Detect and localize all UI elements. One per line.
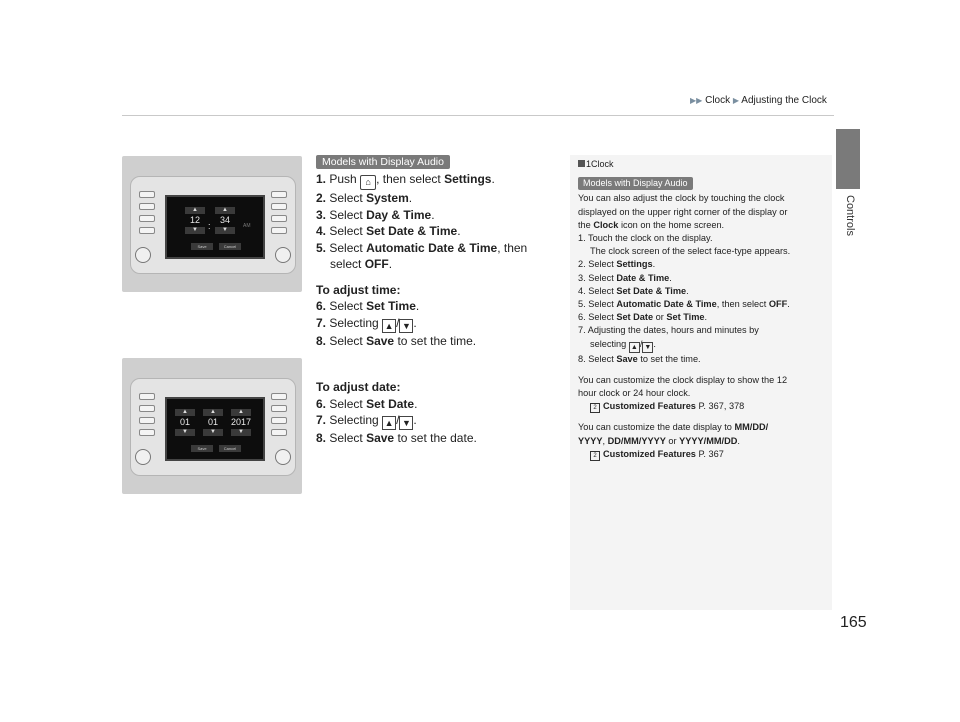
step-text: , then select (376, 172, 441, 186)
step-keyword: Set Date & Time (366, 224, 458, 238)
notes-step (578, 272, 828, 285)
notes-text: 3. Select (578, 272, 614, 283)
unit-button (271, 227, 287, 234)
step-text: . (413, 315, 417, 330)
time-adjust-figure (122, 156, 302, 292)
up-arrow-icon[interactable]: ▲ (203, 409, 223, 416)
step-5 (316, 240, 556, 257)
notes-keyword: Date & Time (616, 272, 670, 283)
step-2 (316, 190, 556, 207)
step-keyword: Automatic Date & Time (366, 240, 498, 255)
step-text: , then (497, 240, 528, 255)
volume-knob (135, 247, 151, 263)
step-number: 6. (316, 396, 327, 411)
notes-text: or (655, 312, 664, 323)
breadcrumb-arrow-icon: ▶ (732, 96, 740, 105)
notes-keyword: Set Time (666, 312, 705, 323)
step-number: 2. (316, 191, 327, 205)
unit-button (139, 203, 155, 210)
cancel-button[interactable]: Cancel (219, 243, 241, 250)
step-number: 1. (316, 172, 327, 186)
step-keyword: Save (366, 333, 395, 348)
note-marker-icon (578, 160, 585, 167)
unit-button (271, 417, 287, 424)
arrow-separator: / (396, 413, 400, 427)
down-arrow-icon: ▼ (399, 416, 413, 430)
notes-line (578, 435, 828, 448)
notes-step (578, 353, 828, 366)
step-keyword: OFF (364, 257, 389, 271)
step-1 (316, 171, 556, 190)
arrow-separator: / (396, 315, 400, 330)
cross-reference-icon: 2 (590, 451, 600, 461)
notes-keyword: OFF (768, 299, 788, 310)
ampm-label: AM (243, 223, 251, 229)
notes-substep (578, 338, 828, 353)
audio-unit (130, 176, 296, 274)
step-text: to set the date. (397, 431, 477, 445)
step-text: Selecting (329, 413, 379, 427)
date-adjust-figure (122, 358, 302, 494)
volume-knob (135, 449, 151, 465)
notes-step (578, 258, 828, 271)
xref-pages: P. 367 (698, 448, 724, 459)
notes-step: 7. Adjusting the dates, hours and minutes by (578, 325, 759, 336)
hour-value: 12 (189, 215, 200, 225)
step-text: . (431, 207, 435, 222)
step-text: Select (329, 240, 363, 255)
time-step-8 (316, 333, 556, 350)
unit-button (271, 393, 287, 400)
year-spinner (231, 409, 251, 436)
cross-reference-icon: 2 (590, 403, 600, 413)
up-arrow-icon: ▲ (382, 416, 396, 430)
up-arrow-icon[interactable]: ▲ (215, 207, 235, 214)
step-keyword: Set Time (366, 299, 416, 313)
notes-keyword: Settings (616, 259, 653, 270)
notes-text: You can customize the date display to (578, 422, 732, 433)
notes-text: You can also adjust the clock by touching the clock (578, 193, 785, 204)
notes-step (578, 285, 828, 298)
chapter-label-text: Controls (844, 195, 856, 236)
notes-keyword: Set Date & Time (616, 285, 687, 296)
breadcrumb-arrow-icon: ▶▶ (690, 96, 703, 105)
notes-text: . (737, 435, 740, 446)
down-arrow-icon[interactable]: ▼ (203, 429, 223, 436)
notes-text: selecting (590, 338, 627, 349)
notes-keyword: Set Date (616, 312, 654, 323)
page-number: 165 (840, 614, 867, 631)
model-badge: Models with Display Audio (316, 155, 450, 169)
unit-button (139, 393, 155, 400)
step-text: . (415, 299, 420, 313)
notes-text: icon on the home screen. (620, 219, 725, 230)
section-heading-text: To adjust time: (316, 282, 401, 297)
notes-substep: The clock screen of the select face-type appears. (590, 246, 791, 257)
unit-button (271, 215, 287, 222)
cross-reference-link[interactable] (578, 448, 828, 461)
step-number: 4. (316, 224, 327, 238)
step-keyword: Save (366, 431, 395, 445)
down-arrow-icon[interactable]: ▼ (175, 429, 195, 436)
step-number: 8. (316, 333, 327, 348)
notes-keyword: DD/MM/YYYY (607, 435, 666, 446)
step-text: Selecting (329, 315, 379, 330)
step-keyword: Set Date (366, 396, 415, 411)
unit-button (271, 203, 287, 210)
notes-text: . (652, 259, 656, 270)
xref-pages: P. 367, 378 (698, 401, 745, 412)
minute-value: 34 (219, 215, 230, 225)
unit-button (139, 227, 155, 234)
cross-reference-link[interactable] (578, 400, 828, 413)
time-colon: : (208, 221, 211, 231)
notes-step (578, 298, 828, 311)
notes-text: the (578, 219, 591, 230)
step-keyword: System (366, 191, 409, 205)
down-arrow-icon: ▼ (399, 319, 413, 333)
notes-text: You can customize the clock display to show the 12 (578, 374, 788, 385)
notes-text: hour clock or 24 hour clock. (578, 388, 691, 399)
notes-text: . (669, 272, 672, 283)
notes-keyword: Automatic Date & Time (616, 299, 717, 310)
display-screen (165, 195, 265, 259)
step-text: select (330, 257, 362, 271)
day-value: 01 (207, 417, 218, 427)
audio-unit (130, 378, 296, 476)
step-text: Select (329, 224, 363, 238)
unit-button (271, 429, 287, 436)
notes-text: displayed on the upper right corner of the display or (578, 206, 788, 217)
step-text: . (388, 257, 393, 271)
chapter-label (842, 195, 858, 275)
up-arrow-icon[interactable]: ▲ (185, 207, 205, 214)
notes-keyword: MM/DD/ (734, 422, 769, 433)
minute-spinner (215, 207, 235, 234)
notes-text: 6. Select (578, 312, 614, 323)
up-arrow-icon: ▲ (382, 319, 396, 333)
notes-step (578, 311, 828, 324)
step-number: 7. (316, 413, 327, 427)
notes-keyword: Clock (593, 219, 619, 230)
year-value: 2017 (231, 417, 252, 427)
breadcrumb (690, 95, 827, 106)
up-arrow-icon: ▲ (629, 342, 640, 353)
time-step-6 (316, 298, 556, 315)
notes-keyword: Save (616, 353, 638, 364)
instruction-steps (316, 171, 556, 447)
step-text: . (491, 172, 495, 186)
notes-text: 5. Select (578, 299, 614, 310)
date-step-8 (316, 430, 556, 447)
save-button[interactable]: Save (191, 445, 213, 452)
down-arrow-icon[interactable]: ▼ (231, 429, 251, 436)
step-text: Select (329, 207, 363, 222)
arrow-separator: / (639, 338, 643, 349)
notes-text: . (653, 338, 656, 349)
unit-button (139, 191, 155, 198)
step-number: 5. (316, 240, 327, 255)
notes-content (578, 158, 828, 461)
notes-text: . (704, 312, 708, 323)
notes-keyword: YYYY/MM/DD (679, 435, 738, 446)
step-number: 6. (316, 299, 327, 313)
notes-text: 4. Select (578, 285, 614, 296)
notes-panel (570, 155, 832, 610)
section-heading-text: To adjust date: (316, 380, 401, 394)
date-step-7 (316, 412, 556, 430)
step-keyword: Settings (444, 172, 492, 186)
save-button[interactable]: Save (191, 243, 213, 250)
breadcrumb-item-adjusting-clock[interactable]: Adjusting the Clock (741, 95, 827, 106)
notes-text: 8. Select (578, 353, 614, 364)
notes-step: 1. Touch the clock on the display. (578, 233, 713, 244)
step-text: Push (329, 172, 357, 186)
step-text: Select (329, 299, 363, 313)
xref-title[interactable]: Customized Features (603, 401, 696, 412)
step-number: 7. (316, 315, 327, 330)
notes-line (578, 219, 828, 232)
notes-text: to set the time. (640, 353, 701, 364)
chapter-tab (836, 129, 860, 189)
date-section-heading (316, 379, 556, 396)
month-spinner (175, 409, 195, 436)
unit-button (139, 215, 155, 222)
step-5-continued (316, 256, 556, 273)
header-divider (122, 115, 834, 116)
step-text: Select (329, 191, 363, 205)
step-4 (316, 223, 556, 240)
unit-button (139, 405, 155, 412)
step-text: . (457, 224, 461, 238)
month-value: 01 (179, 417, 190, 427)
step-text: Select (329, 431, 363, 445)
date-step-6 (316, 396, 556, 413)
step-number: 8. (316, 431, 327, 445)
day-spinner (203, 409, 223, 436)
down-arrow-icon[interactable]: ▼ (185, 227, 205, 234)
notes-text: or (668, 435, 677, 446)
unit-button (139, 417, 155, 424)
notes-text: , then select (716, 299, 767, 310)
step-text: . (413, 413, 417, 427)
unit-button (271, 405, 287, 412)
down-arrow-icon: ▼ (642, 342, 653, 353)
home-icon: ⌂ (360, 175, 376, 190)
step-text: Select (329, 396, 363, 411)
notes-title-text: Clock (591, 159, 614, 169)
step-text: Select (329, 333, 363, 348)
breadcrumb-item-clock[interactable]: Clock (705, 95, 731, 106)
up-arrow-icon[interactable]: ▲ (231, 409, 251, 416)
time-step-7 (316, 315, 556, 333)
step-3 (316, 207, 556, 224)
step-text: to set the time. (397, 333, 477, 348)
up-arrow-icon[interactable]: ▲ (175, 409, 195, 416)
notes-text: 2. Select (578, 259, 614, 270)
notes-line (578, 421, 828, 434)
step-text: . (414, 396, 418, 411)
notes-keyword: YYYY (578, 435, 603, 446)
xref-title[interactable]: Customized Features (603, 448, 696, 459)
step-text: . (408, 191, 413, 205)
notes-title (578, 158, 828, 171)
down-arrow-icon[interactable]: ▼ (215, 227, 235, 234)
notes-text: . (787, 299, 790, 310)
cancel-button[interactable]: Cancel (219, 445, 241, 452)
step-number: 3. (316, 207, 327, 222)
tune-knob (275, 449, 291, 465)
model-badge: Models with Display Audio (578, 177, 693, 190)
time-section-heading (316, 282, 556, 299)
unit-button (139, 429, 155, 436)
notes-text: . (686, 285, 689, 296)
notes-text: , (602, 435, 606, 446)
tune-knob (275, 247, 291, 263)
step-keyword: Day & Time (366, 207, 432, 222)
unit-button (271, 191, 287, 198)
display-screen (165, 397, 265, 461)
hour-spinner (185, 207, 205, 234)
notes-title-number: 1 (586, 159, 592, 169)
